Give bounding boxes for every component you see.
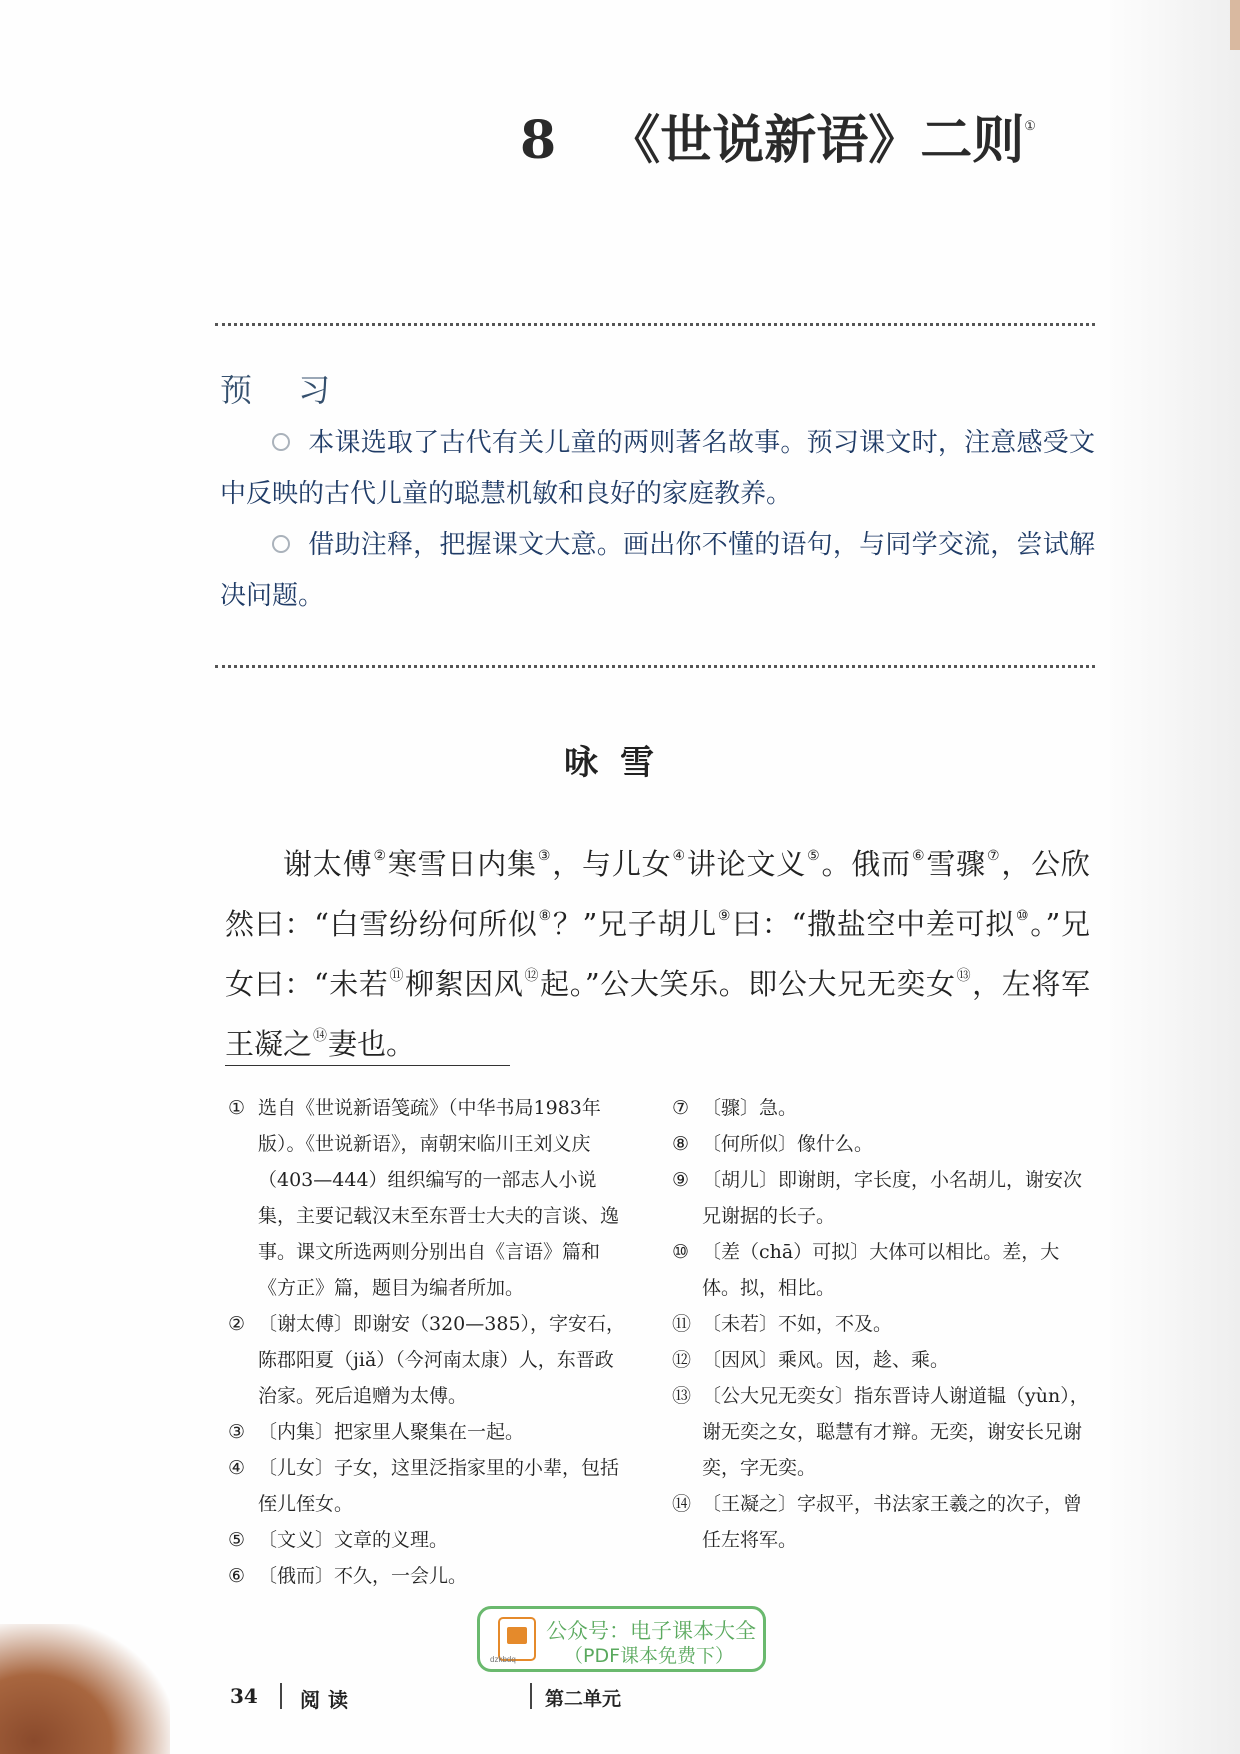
- notes-right-column: [672, 1090, 1092, 1558]
- footnote-text: 〔儿女〕子女，这里泛指家里的小辈，包括侄儿侄女。: [258, 1457, 620, 1515]
- poem-text: ？”兄子胡儿: [552, 907, 717, 941]
- footnote: [672, 1378, 1092, 1486]
- footnote-number: ④: [228, 1457, 246, 1479]
- footnote: [672, 1486, 1092, 1558]
- lesson-title: [520, 98, 1036, 173]
- footer-section: 阅读: [300, 1688, 356, 1712]
- footer-separator: [280, 1683, 282, 1709]
- preview-paragraph: [220, 520, 1095, 622]
- footnote: [228, 1450, 628, 1522]
- footnote: [672, 1162, 1092, 1234]
- bullet-circle-icon: [272, 535, 290, 553]
- page-number: 34: [230, 1684, 258, 1708]
- footnote-mark: ⑫: [524, 968, 540, 984]
- footnote-text: 〔未若〕不如，不及。: [702, 1313, 893, 1335]
- footnote-number: ⑬: [672, 1385, 692, 1407]
- footnote-text: 〔俄而〕不久，一会儿。: [258, 1565, 468, 1587]
- footnote-text: 〔文义〕文章的义理。: [258, 1529, 449, 1551]
- poem-text: 雪骤: [926, 847, 986, 881]
- footnote-mark: ③: [537, 848, 552, 864]
- poem-text: 柳絮因风: [405, 967, 524, 1001]
- footnote-text: 〔内集〕把家里人聚集在一起。: [258, 1421, 525, 1443]
- footnote-number: ⑪: [672, 1313, 692, 1335]
- footnote-mark: ②: [373, 848, 387, 864]
- footnote-number: ⑤: [228, 1529, 246, 1551]
- footnote-mark: ⑧: [538, 908, 552, 924]
- preview-section: [220, 418, 1095, 622]
- notes-rule: [225, 1065, 510, 1066]
- footnote-text: 选自《世说新语笺疏》（中华书局1983年版）。《世说新语》，南朝宋临川王刘义庆（403—444）组织编写的一部志人小说集，主要记载汉末至东晋士大夫的言谈、逸事。课文所选两则分别出自《言语》篇和《方正》篇，题目为编者所加。: [258, 1097, 620, 1299]
- poem-text: 。”兄女曰：“未若: [225, 907, 1090, 1001]
- footnote-number: ⑥: [228, 1565, 246, 1587]
- poem-text: ，公欣然曰：“白雪纷纷何所似: [225, 847, 1090, 941]
- footnote-mark: ⑨: [717, 908, 732, 924]
- lesson-title-note-mark: ①: [1024, 119, 1036, 134]
- poem-title: 咏雪: [564, 743, 676, 783]
- footnote: [672, 1234, 1092, 1306]
- footnote: [228, 1090, 628, 1306]
- preview-paragraph: [220, 418, 1095, 520]
- footnote-number: ③: [228, 1421, 246, 1443]
- poem-text: 妻也。: [328, 1027, 416, 1061]
- divider-bottom: [215, 665, 1095, 668]
- footnote: [228, 1522, 628, 1558]
- footnote-mark: ⑥: [911, 848, 926, 864]
- stamp-line-1: 公众号：电子课本大全: [546, 1619, 756, 1643]
- stamp-line-2: （PDF课本免费下）: [564, 1645, 735, 1667]
- poem-body: [225, 830, 1090, 1070]
- footnote-text: 〔王凝之〕字叔平，书法家王羲之的次子，曾任左将军。: [702, 1493, 1083, 1551]
- poem-text: ，与儿女: [552, 847, 672, 881]
- footnote-text: 〔差（chā）可拟〕大体可以相比。差，大体。拟，相比。: [702, 1241, 1060, 1299]
- footnote-mark: ⑬: [956, 968, 972, 984]
- footnote: [228, 1414, 628, 1450]
- poem-text: ，左将军王凝之: [225, 967, 1090, 1061]
- footnote-text: 〔谢太傅〕即谢安（320—385），字安石，陈郡阳夏（jiǎ）（今河南太康）人，东晋政治家。死后追赠为太傅。: [258, 1313, 626, 1407]
- footnote: [228, 1306, 628, 1414]
- footnote: [228, 1558, 628, 1594]
- footnote-text: 〔胡儿〕即谢朗，字长度，小名胡儿，谢安次兄谢据的长子。: [702, 1169, 1083, 1227]
- footer-separator: [530, 1683, 532, 1709]
- poem-text: 曰：“撒盐空中差可拟: [732, 907, 1015, 941]
- stamp-icon-label: dzkbdq: [490, 1655, 516, 1664]
- notes-left-column: [228, 1090, 628, 1594]
- lesson-title-text: 《世说新语》二则: [608, 110, 1025, 171]
- footnote-number: ①: [228, 1097, 246, 1119]
- poem-text: 寒雪日内集: [387, 847, 537, 881]
- watermark-stamp: [477, 1606, 766, 1672]
- preview-heading: 预 习: [220, 371, 349, 409]
- thumb-shadow: [0, 1624, 170, 1754]
- footnote-text: 〔公大兄无奕女〕指东晋诗人谢道韫（yùn），谢无奕之女，聪慧有才辩。无奕，谢安长兄谢奕，字无奕。: [702, 1385, 1089, 1479]
- footnote-number: ⑩: [672, 1241, 690, 1263]
- page-edge-shadow: [1110, 0, 1240, 1754]
- footnote-mark: ⑩: [1016, 908, 1030, 924]
- footnote-number: ⑨: [672, 1169, 690, 1191]
- poem-text: 。俄而: [821, 847, 911, 881]
- footnote-mark: ④: [672, 848, 686, 864]
- footnote-text: 〔何所似〕像什么。: [702, 1133, 874, 1155]
- poem-text: 起。”公大笑乐。即公大兄无奕女: [540, 967, 956, 1001]
- footnote-number: ⑧: [672, 1133, 690, 1155]
- footnote-mark: ⑤: [807, 848, 821, 864]
- footnote-number: ②: [228, 1313, 246, 1335]
- footnote-number: ⑫: [672, 1349, 692, 1371]
- divider-top: [215, 323, 1095, 326]
- bullet-circle-icon: [272, 433, 290, 451]
- poem-text: 谢太傅: [283, 847, 373, 881]
- footnote-mark: ⑪: [389, 968, 405, 984]
- footnote-mark: ⑭: [313, 1028, 328, 1044]
- footnote-text: 〔因风〕乘风。因，趁、乘。: [702, 1349, 950, 1371]
- footer-unit: 第二单元: [545, 1688, 622, 1710]
- lesson-number: 8: [520, 110, 557, 171]
- preview-paragraph-text: 借助注释，把握课文大意。画出你不懂的语句，与同学交流，尝试解决问题。: [220, 530, 1095, 611]
- footnote-number: ⑦: [672, 1097, 690, 1119]
- footnote-mark: ⑦: [986, 848, 1001, 864]
- preview-paragraph-text: 本课选取了古代有关儿童的两则著名故事。预习课文时，注意感受文中反映的古代儿童的聪慧机敏和良好的家庭教养。: [220, 428, 1095, 509]
- footnote-number: ⑭: [672, 1493, 692, 1515]
- footnote-text: 〔骤〕急。: [702, 1097, 798, 1119]
- footnote: [672, 1090, 1092, 1126]
- footnote: [672, 1306, 1092, 1342]
- poem-text: 讲论文义: [686, 847, 807, 881]
- footnote: [672, 1342, 1092, 1378]
- page-corner-tab: [1230, 0, 1240, 50]
- footnote: [672, 1126, 1092, 1162]
- poem-paragraph: [225, 830, 1090, 1070]
